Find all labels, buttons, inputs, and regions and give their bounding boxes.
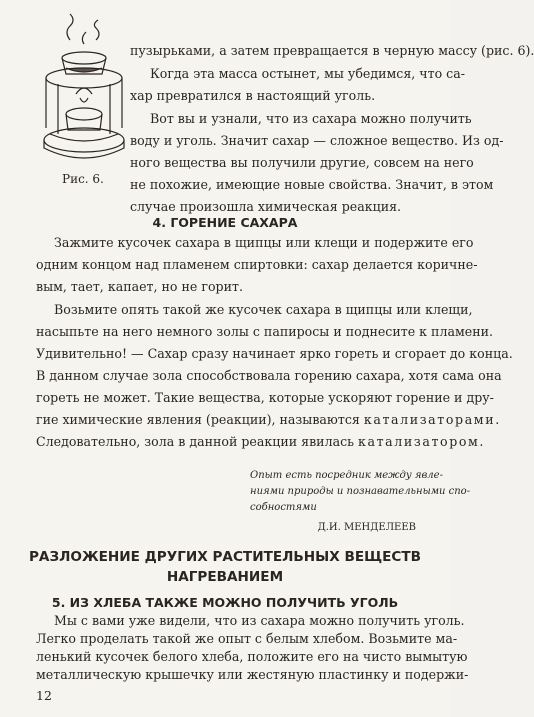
text-line: пузырьками, а затем превращается в черную массу (рис. 6).: [130, 43, 534, 58]
chapter-title: НАГРЕВАНИЕМ: [166, 569, 284, 585]
figure-caption: Рис. 6.: [62, 172, 104, 186]
text-line: металлическую крышечку или жестяную пластинку и подержи-: [36, 667, 469, 682]
text-line: вым, тает, капает, но не горит.: [36, 279, 243, 294]
text-line: ленький кусочек белого хлеба, положите его на чисто вымытую: [36, 649, 468, 664]
text-line: В данном случае зола способствовала горению сахара, хотя сама она: [36, 368, 502, 383]
section-heading: 5. ИЗ ХЛЕБА ТАКЖЕ МОЖНО ПОЛУЧИТЬ УГОЛЬ: [51, 595, 399, 610]
text-line: ного вещества вы получили другие, совсем на него: [130, 155, 474, 170]
text-line: хар превратился в настоящий уголь.: [130, 88, 376, 103]
epigraph-line: собностями: [250, 502, 317, 513]
epigraph-author: Д.И. МЕНДЕЛЕЕВ: [317, 522, 416, 533]
chapter-title: РАЗЛОЖЕНИЕ ДРУГИХ РАСТИТЕЛЬНЫХ ВЕЩЕСТВ: [28, 549, 422, 565]
page-number: 12: [36, 688, 52, 703]
spaced-term: катализаторами.: [363, 412, 501, 427]
epigraph-line: Опыт есть посредник между явле-: [250, 470, 443, 481]
text-line: Удивительно! — Сахар сразу начинает ярко гореть и сгорает до конца.: [36, 346, 513, 361]
text-line: Когда эта масса остынет, мы убедимся, что са-: [150, 66, 466, 81]
text-line: Вот вы и узнали, что из сахара можно получить: [150, 111, 472, 126]
text-line: не похожие, имеющие новые свойства. Значит, в этом: [130, 177, 494, 192]
text-line: гореть не может. Такие вещества, которые ускоряют горение и дру-: [36, 390, 494, 405]
text-line: одним концом над пламенем спиртовки: сахар делается коричне-: [36, 257, 478, 272]
text-line: Возьмите опять такой же кусочек сахара в щипцы или клещи,: [54, 302, 473, 317]
text-line: случае произошла химическая реакция.: [130, 199, 402, 214]
text-line: Следовательно, зола в данной реакции явилась катализатором.: [36, 434, 486, 449]
section-heading: 4. ГОРЕНИЕ САХАРА: [152, 215, 298, 230]
text-line: гие химические явления (реакции), называются катализаторами.: [36, 412, 501, 427]
text-line: Мы с вами уже видели, что из сахара можно получить уголь.: [54, 613, 465, 628]
text-line: Легко проделать такой же опыт с белым хлебом. Возьмите ма-: [36, 631, 458, 646]
figure-6-illustration: [36, 18, 136, 166]
epigraph-line: ниями природы и познавательными спо-: [250, 486, 471, 497]
text-line: насыпьте на него немного золы с папиросы и поднесите к пламени.: [36, 324, 493, 339]
text-line: Зажмите кусочек сахара в щипцы или клещи и подержите его: [54, 235, 474, 250]
spaced-term: катализатором.: [358, 434, 486, 449]
text-line: воду и уголь. Значит сахар — сложное вещество. Из од-: [130, 133, 504, 148]
